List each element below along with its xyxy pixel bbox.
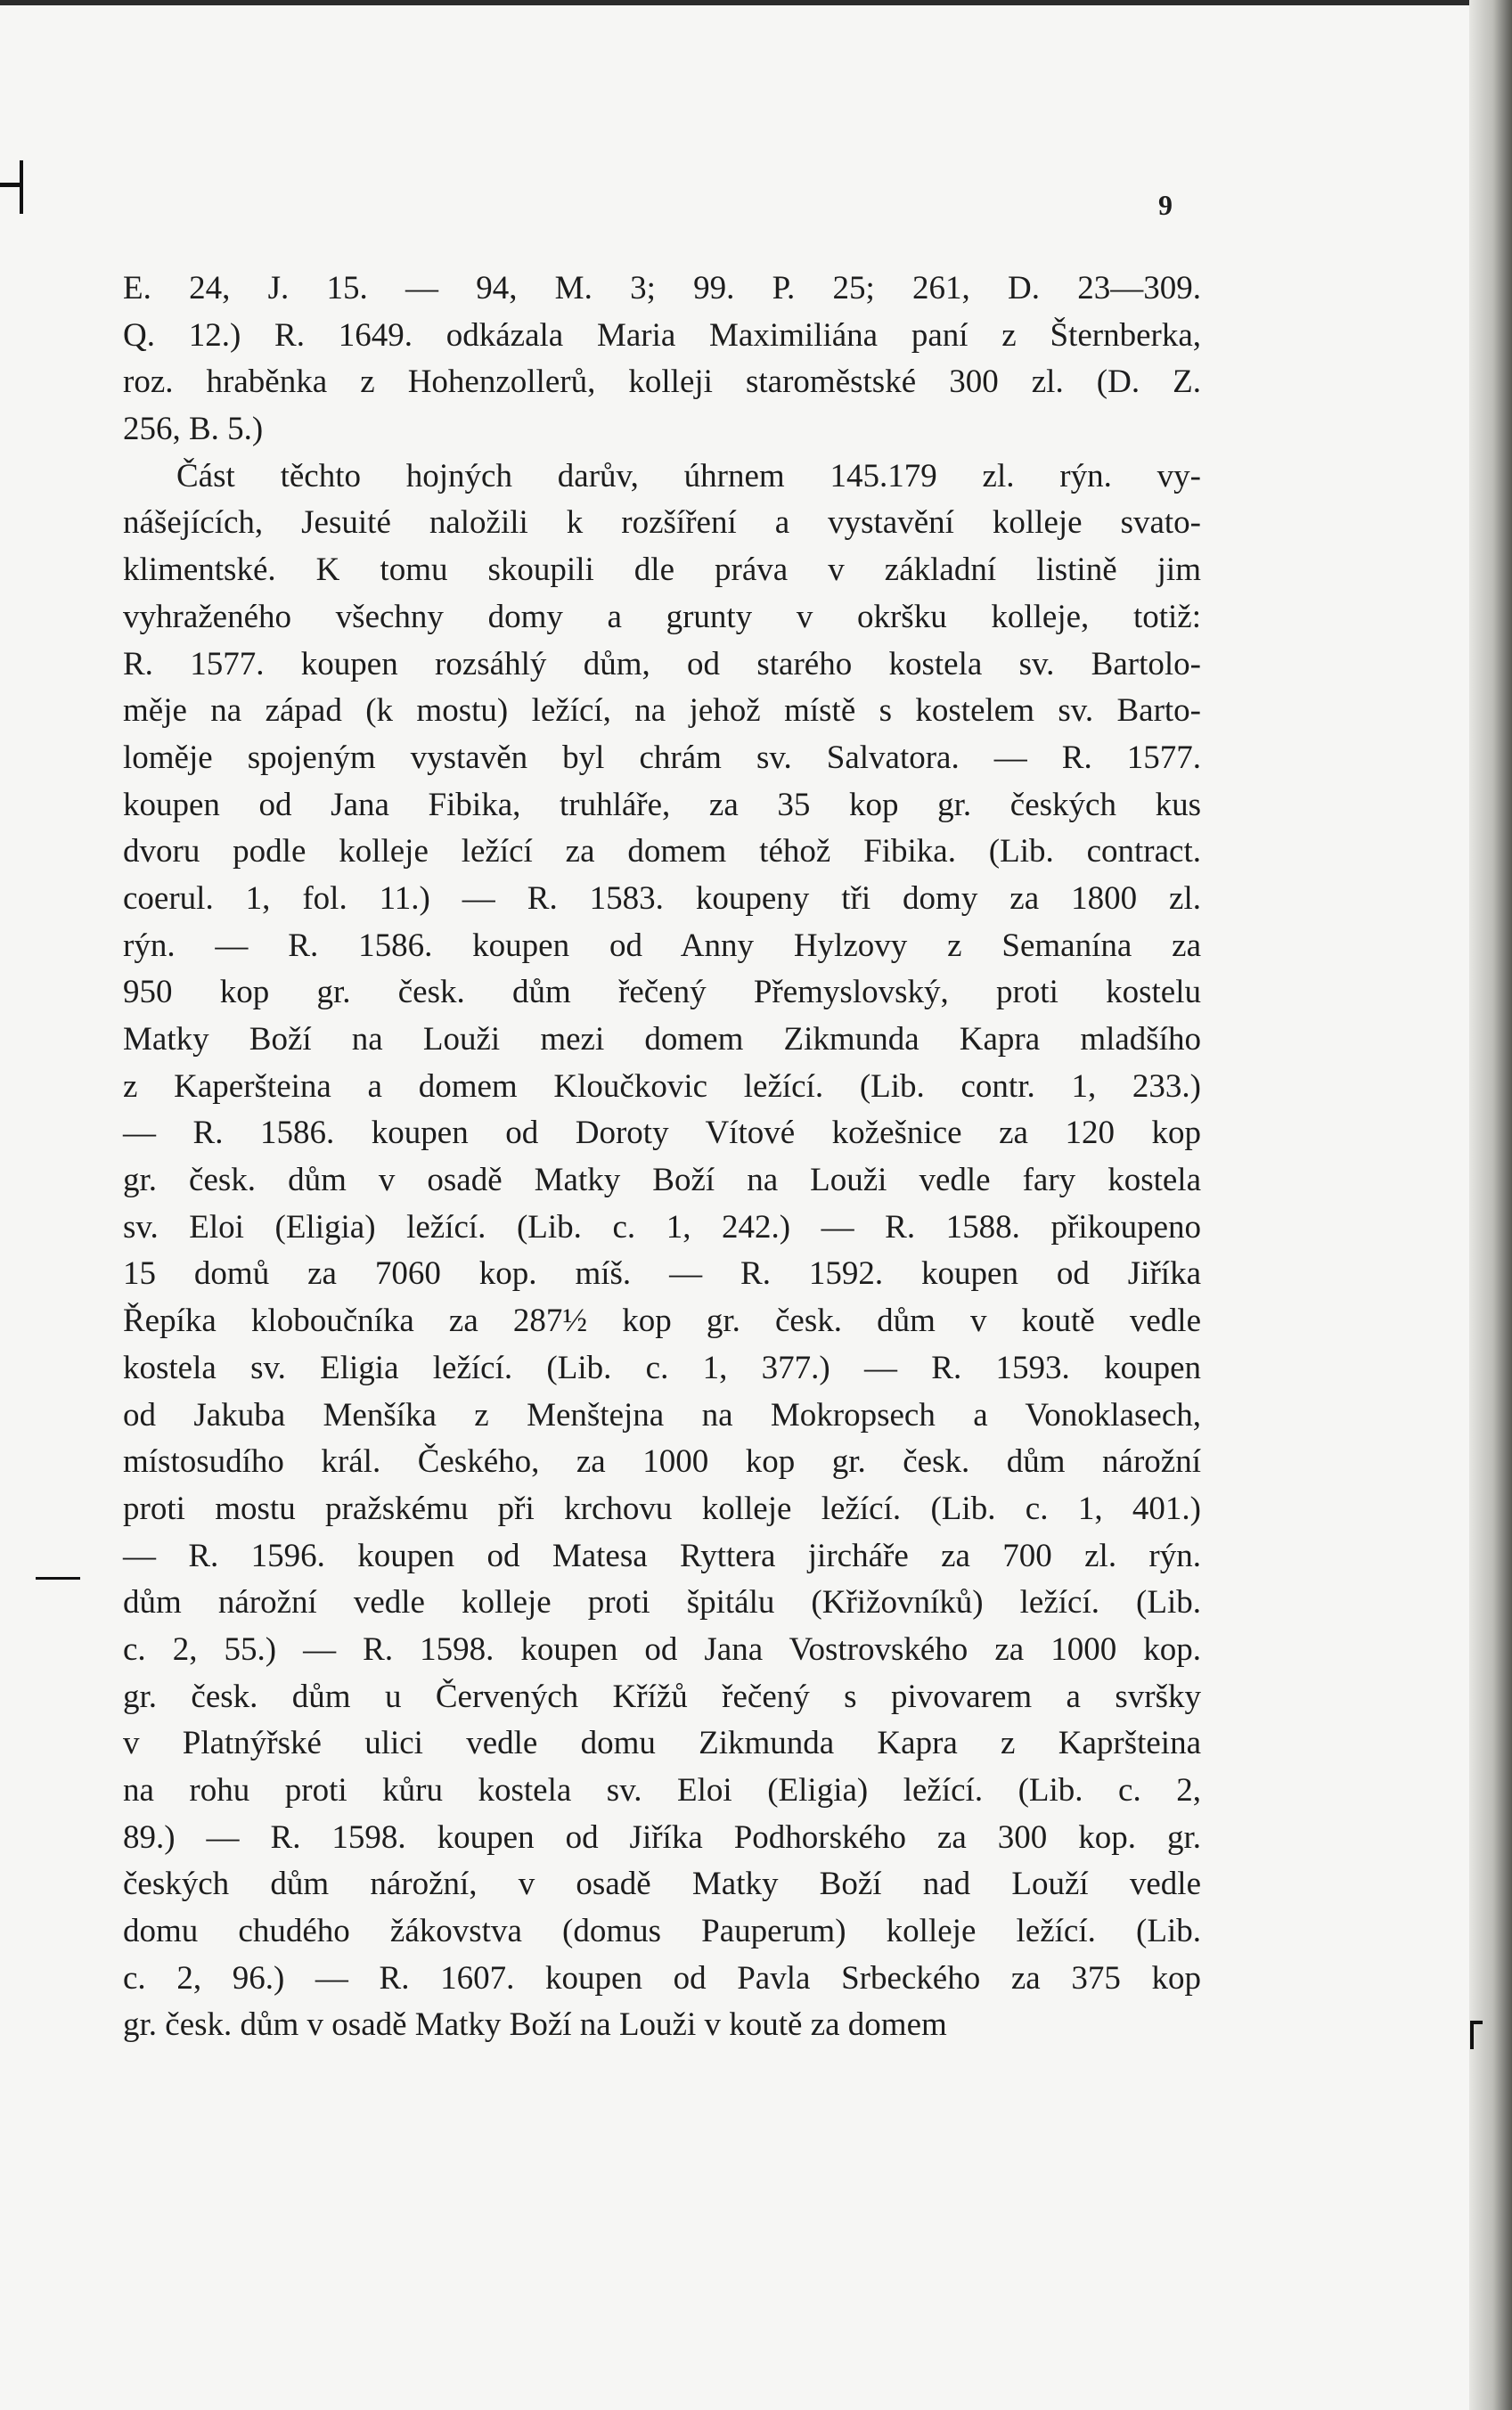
page-number: 9 — [1158, 189, 1173, 221]
left-margin-mark-2 — [20, 160, 23, 214]
text-line: měje na západ (k mostu) ležící, na jehož místě s kostelem sv. Barto- — [123, 692, 1201, 730]
text-line: českých dům nárožní, v osadě Matky Boží nad Louží vedle — [123, 1866, 1201, 1903]
scan-top-edge — [0, 0, 1512, 5]
text-line: — R. 1586. koupen od Doroty Vítové kožešnice za 120 kop — [123, 1115, 1201, 1152]
text-line: rýn. — R. 1586. koupen od Anny Hylzovy z Semanína za — [123, 927, 1201, 964]
text-line: kostela sv. Eligia ležící. (Lib. c. 1, 377.) — R. 1593. koupen — [123, 1349, 1201, 1386]
text-line: E. 24, J. 15. — 94, M. 3; 99. P. 25; 261, D. 23—309. — [123, 270, 1201, 306]
right-margin-hook — [1470, 2021, 1474, 2049]
paragraph-start-line: Část těchto hojných darův, úhrnem 145.179 zl. rýn. vy- — [176, 457, 1201, 494]
text-line: od Jakuba Menšíka z Menštejna na Mokropsech a Vonoklasech, — [123, 1396, 1201, 1434]
text-line: dům nárožní vedle kolleje proti špitálu (Křižovníků) ležící. (Lib. — [123, 1584, 1201, 1622]
text-line: z Kaperšteina a domem Kloučkovic ležící. (Lib. contr. 1, 233.) — [123, 1067, 1201, 1105]
text-line: coerul. 1, fol. 11.) — R. 1583. koupeny tři domy za 1800 zl. — [123, 879, 1201, 917]
text-line: klimentské. K tomu skoupili dle práva v základní listině jim — [123, 551, 1201, 589]
text-line: 256, B. 5.) — [123, 411, 264, 448]
text-line: 950 kop gr. česk. dům řečený Přemyslovský, proti kostelu — [123, 974, 1201, 1011]
text-line: roz. hraběnka z Hohenzollerů, kolleji staroměstské 300 zl. (D. Z. — [123, 364, 1201, 401]
text-line: dvoru podle kolleje ležící za domem téhož Fibika. (Lib. contract. — [123, 833, 1201, 870]
right-margin-hook-2 — [1470, 2021, 1483, 2024]
text-line: gr. česk. dům v osadě Matky Boží na Louži vedle fary kostela — [123, 1162, 1201, 1199]
text-line: vyhraženého všechny domy a grunty v okršku kolleje, totiž: — [123, 598, 1201, 635]
text-line: místosudího král. Českého, za 1000 kop gr. česk. dům nárožní — [123, 1443, 1201, 1481]
text-line: Q. 12.) R. 1649. odkázala Maria Maximiliána paní z Šternberka, — [123, 316, 1201, 354]
left-margin-dash — [36, 1577, 80, 1580]
text-line: v Platnýřské ulici vedle domu Zikmunda Kapra z Kapršteina — [123, 1725, 1201, 1762]
text-line: R. 1577. koupen rozsáhlý dům, od starého kostela sv. Bartolo- — [123, 645, 1201, 682]
scan-right-edge — [1469, 0, 1512, 2410]
text-line: gr. česk. dům u Červených Křížů řečený s pivovarem a svršky — [123, 1678, 1201, 1715]
text-line: gr. česk. dům v osadě Matky Boží na Louži v koutě za domem — [123, 2006, 947, 2044]
text-line: nášejících, Jesuité naložili k rozšíření a vystavění kolleje svato- — [123, 504, 1201, 542]
text-line: Matky Boží na Louži mezi domem Zikmunda Kapra mladšího — [123, 1021, 1201, 1058]
text-line: loměje spojeným vystavěn byl chrám sv. Salvatora. — R. 1577. — [123, 739, 1201, 776]
text-line: sv. Eloi (Eligia) ležící. (Lib. c. 1, 242.) — R. 1588. přikoupeno — [123, 1208, 1201, 1246]
text-line: domu chudého žákovstva (domus Pauperum) kolleje ležící. (Lib. — [123, 1913, 1201, 1950]
body-text — [123, 266, 1201, 2049]
text-line: c. 2, 55.) — R. 1598. koupen od Jana Vostrovského za 1000 kop. — [123, 1630, 1201, 1668]
text-line: na rohu proti kůru kostela sv. Eloi (Eligia) ležící. (Lib. c. 2, — [123, 1772, 1201, 1809]
text-line: 15 domů za 7060 kop. míš. — R. 1592. koupen od Jiříka — [123, 1255, 1201, 1293]
text-line: 89.) — R. 1598. koupen od Jiříka Podhorského za 300 kop. gr. — [123, 1818, 1201, 1856]
text-line: Řepíka kloboučníka za 287½ kop gr. česk. dům v koutě vedle — [123, 1303, 1201, 1340]
text-line: — R. 1596. koupen od Matesa Ryttera jircháře za 700 zl. rýn. — [123, 1537, 1201, 1574]
text-line: c. 2, 96.) — R. 1607. koupen od Pavla Srbeckého za 375 kop — [123, 1959, 1201, 1997]
text-line: koupen od Jana Fibika, truhláře, za 35 kop gr. českých kus — [123, 786, 1201, 823]
text-line: proti mostu pražskému při krchovu kolleje ležící. (Lib. c. 1, 401.) — [123, 1490, 1201, 1527]
